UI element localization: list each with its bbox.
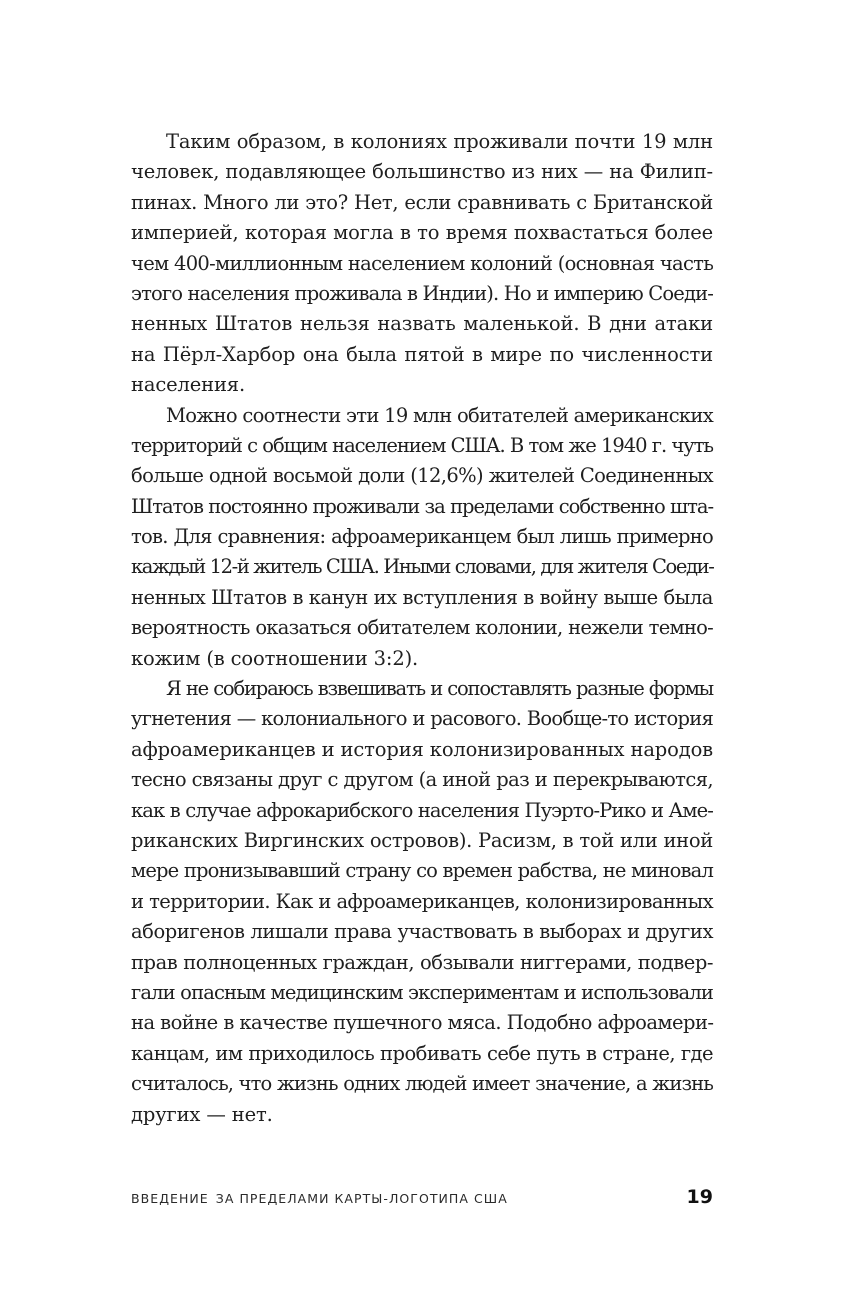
text-line: прав полноценных граждан, обзывали ниггерами, подвер- xyxy=(131,950,713,974)
text-line: Таким образом, в колониях проживали почти 19 млн xyxy=(166,130,713,153)
text-line: территорий с общим населением США. В том же 1940 г. чуть xyxy=(131,433,713,457)
text-line: других — нет. xyxy=(131,1102,273,1126)
text-line: риканских Виргинских островов). Расизм, в той или иной xyxy=(131,828,713,852)
text-line: считалось, что жизнь одних людей имеет значение, а жизнь xyxy=(131,1072,713,1096)
paragraph-2 xyxy=(131,401,713,675)
text-line: тесно связаны друг с другом (а иной раз и перекрываются, xyxy=(131,768,713,792)
text-line: аборигенов лишали права участвовать в выборах и других xyxy=(131,920,713,944)
paragraph-1 xyxy=(131,127,713,401)
text-line: Я не собираюсь взвешивать и сопоставлять разные формы xyxy=(166,677,713,701)
text-line: населения. xyxy=(131,373,246,397)
text-line: афроамериканцев и история колонизированных народов xyxy=(131,737,713,761)
text-line: кожим (в соотношении 3:2). xyxy=(131,646,419,670)
text-line: канцам, им приходилось пробивать себе путь в стране, где xyxy=(131,1041,713,1065)
text-line: как в случае афрокарибского населения Пуэрто-Рико и Аме- xyxy=(131,798,713,822)
text-line: вероятность оказаться обитателем колонии, нежели темно- xyxy=(131,616,713,640)
text-line: угнетения — колониального и расового. Вообще-то история xyxy=(131,707,713,731)
text-line: ненных Штатов нельзя назвать маленькой. В дни атаки xyxy=(131,312,713,336)
page-number: 19 xyxy=(686,1186,713,1208)
text-line: гали опасным медицинским экспериментам и использовали xyxy=(131,980,714,1004)
text-line: империей, которая могла в то время похвастаться более xyxy=(131,221,713,245)
running-head-chapter: ЗА ПРЕДЕЛАМИ КАРТЫ-ЛОГОТИПА США xyxy=(215,1191,508,1206)
running-head xyxy=(131,1191,508,1206)
page-footer xyxy=(131,1186,713,1210)
text-line: этого населения проживала в Индии). Но и империю Соеди- xyxy=(131,281,713,305)
text-line: на войне в качестве пушечного мяса. Подобно афроамери- xyxy=(131,1011,714,1035)
text-line: Можно соотнести эти 19 млн обитателей американских xyxy=(166,403,713,427)
paragraph-3 xyxy=(131,674,713,1130)
running-head-section: ВВЕДЕНИЕ xyxy=(131,1191,209,1206)
text-line: и территории. Как и афроамериканцев, колонизированных xyxy=(131,889,713,913)
text-line: больше одной восьмой доли (12,6%) жителей Соединенных xyxy=(131,464,713,488)
text-line: тов. Для сравнения: афроамериканцем был лишь примерно xyxy=(131,525,713,549)
text-line: мере пронизывавший страну со времен рабства, не миновал xyxy=(131,859,713,883)
body-text xyxy=(131,127,713,1130)
text-line: каждый 12-й житель США. Иными словами, для жителя Соеди- xyxy=(131,555,714,579)
text-line: чем 400-миллионным населением колоний (основная часть xyxy=(131,251,714,275)
text-line: пинах. Много ли это? Нет, если сравнивать с Британской xyxy=(131,190,713,214)
text-line: человек, подавляющее большинство из них — на Филип- xyxy=(131,160,713,184)
text-line: на Пёрл-Харбор она была пятой в мире по численности xyxy=(131,342,713,366)
text-line: Штатов постоянно проживали за пределами собственно шта- xyxy=(131,494,713,518)
text-line: ненных Штатов в канун их вступления в войну выше была xyxy=(131,585,713,609)
